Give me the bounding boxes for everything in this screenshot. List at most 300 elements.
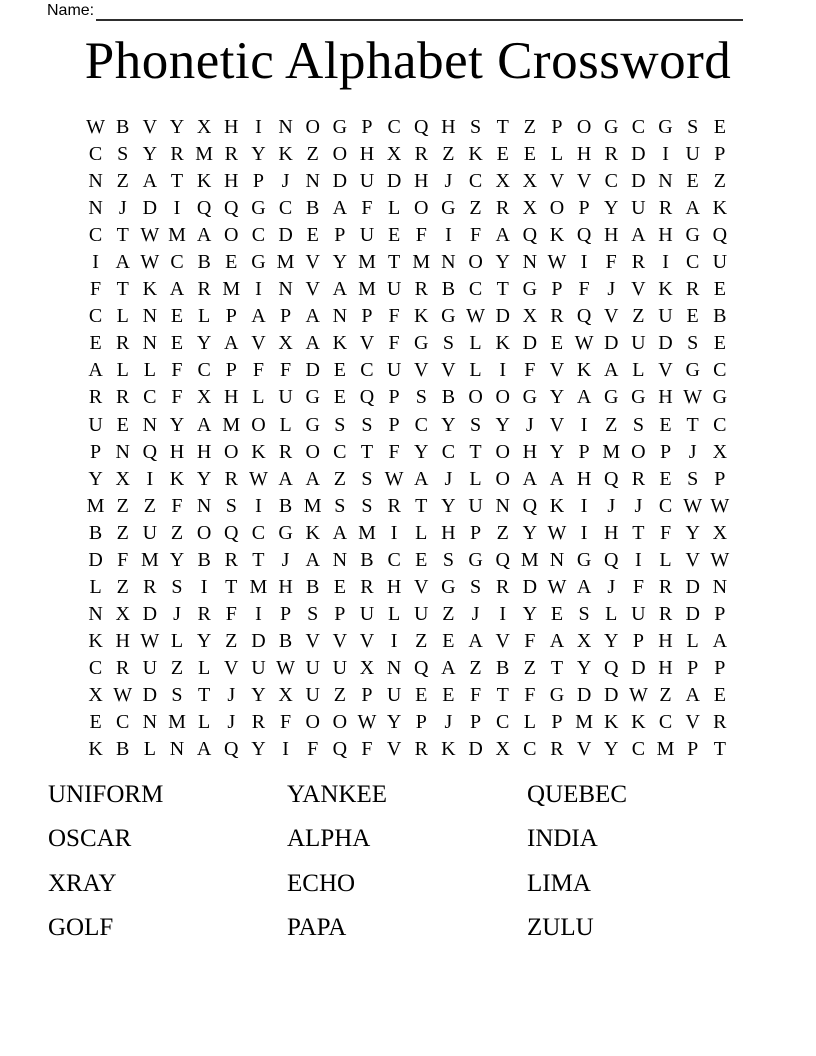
grid-cell: S [334,413,346,436]
grid-cell: Y [169,548,185,571]
grid-cell: T [469,440,482,463]
grid-cell: P [225,305,237,328]
grid-cell: Q [604,467,619,490]
word-list-column-1 [48,779,163,957]
grid-cell: C [387,116,401,139]
grid-cell: K [142,278,158,301]
grid-cell: M [575,711,593,734]
grid-cell: H [658,386,673,409]
grid-cell: S [361,413,373,436]
grid-cell: L [415,521,428,544]
grid-cell: K [332,332,348,355]
grid-cell: N [88,602,103,625]
grid-cell: A [495,224,510,247]
grid-cell: T [415,494,428,517]
grid-cell: X [196,116,212,139]
grid-cell: W [113,684,133,706]
grid-cell: P [279,305,292,328]
grid-cell: P [361,684,373,706]
grid-cell: B [88,521,103,544]
grid-cell: Z [306,143,319,166]
grid-cell: V [305,629,320,652]
grid-cell: U [414,602,429,625]
grid-cell: F [388,440,400,463]
grid-cell: E [306,224,319,247]
grid-cell: F [388,332,400,355]
grid-cell: T [388,251,401,274]
grid-cell: J [688,440,697,463]
grid-cell: F [171,386,183,409]
grid-cell: V [658,359,673,382]
grid-cell: T [496,684,509,706]
grid-cell: R [658,575,673,598]
grid-cell: P [469,711,482,734]
grid-cell: E [523,143,536,166]
grid-cell: J [281,548,290,571]
grid-cell: C [468,170,483,193]
grid-cell: N [278,116,293,139]
grid-cell: K [604,711,619,734]
grid-cell: S [632,413,644,436]
grid-cell: K [712,197,728,220]
grid-cell: P [388,386,400,409]
grid-cell: C [333,440,347,463]
grid-cell: V [549,170,565,193]
grid-cell: Z [225,629,238,652]
grid-cell: S [225,494,237,517]
grid-cell: G [251,197,266,220]
grid-cell: C [170,251,184,274]
grid-cell: P [469,521,482,544]
grid-cell: W [683,494,703,517]
grid-cell: A [414,467,429,490]
grid-cell: J [607,278,616,301]
grid-cell: L [198,305,211,328]
word-list-column-3 [527,779,627,957]
word-list-item: LIMA [527,869,591,897]
grid-cell: H [604,224,619,247]
grid-cell: H [576,467,592,490]
grid-cell: R [631,467,646,490]
grid-cell: F [388,305,400,328]
grid-cell: U [88,413,103,436]
grid-cell: R [496,197,510,220]
grid-cell: D [142,197,158,220]
grid-cell: A [305,332,320,355]
grid-cell: Y [604,629,619,652]
grid-cell: H [658,656,673,679]
grid-cell: X [359,656,375,679]
grid-cell: C [251,224,266,247]
grid-cell: C [143,386,157,409]
grid-cell: L [632,359,645,382]
grid-cell: D [468,738,483,761]
grid-cell: J [173,602,181,625]
word-search-grid [82,114,733,763]
grid-cell: X [522,197,538,220]
grid-cell: X [196,386,212,409]
grid-cell: G [604,116,619,139]
grid-cell: Y [576,656,592,679]
grid-cell: R [88,386,103,409]
grid-cell: K [631,711,646,734]
grid-cell: P [687,738,699,761]
grid-cell: D [495,305,510,328]
grid-cell: K [495,332,510,355]
grid-cell: O [224,440,239,463]
grid-cell: I [255,494,262,517]
grid-cell: A [576,575,592,598]
grid-cell: O [576,116,592,139]
grid-cell: S [442,548,454,571]
grid-cell: F [524,359,536,382]
grid-cell: P [252,170,264,193]
grid-cell: X [712,440,728,463]
grid-cell: L [143,738,156,761]
grid-cell: S [361,494,373,517]
grid-cell: S [171,684,183,706]
grid-cell: R [631,251,646,274]
grid-cell: D [685,602,700,625]
grid-cell: S [687,116,699,139]
grid-cell: Y [495,413,510,436]
grid-cell: A [196,738,212,761]
grid-cell: M [602,440,621,463]
grid-cell: D [278,224,293,247]
grid-cell: T [496,278,509,301]
grid-cell: N [142,413,158,436]
grid-cell: C [441,440,456,463]
grid-cell: P [225,359,237,382]
grid-cell: U [386,359,402,382]
grid-cell: Y [196,332,212,355]
grid-cell: D [522,575,538,598]
grid-cell: V [251,332,266,355]
grid-cell: S [361,467,373,490]
grid-cell: T [252,548,265,571]
grid-cell: W [248,467,268,490]
grid-cell: F [605,251,617,274]
grid-cell: A [685,197,700,220]
grid-cell: D [604,332,619,355]
grid-cell: P [415,711,427,734]
grid-cell: R [414,278,428,301]
grid-cell: P [361,305,373,328]
grid-cell: L [143,359,156,382]
grid-cell: P [551,711,563,734]
word-list-column-2 [287,779,387,957]
grid-cell: E [89,711,102,734]
grid-cell: E [415,548,428,571]
grid-cell: B [278,629,293,652]
grid-cell: C [631,116,646,139]
grid-cell: M [222,278,241,301]
grid-cell: D [251,629,266,652]
grid-cell: L [198,656,211,679]
grid-cell: R [414,738,428,761]
grid-cell: D [88,548,103,571]
grid-cell: E [442,629,455,652]
grid-cell: A [196,224,212,247]
grid-cell: L [469,359,482,382]
grid-cell: N [332,305,348,328]
grid-cell: L [116,359,129,382]
grid-cell: C [658,711,673,734]
grid-cell: V [305,251,320,274]
grid-cell: L [469,332,482,355]
grid-cell: H [522,440,538,463]
grid-cell: Y [251,684,266,706]
grid-cell: P [334,602,346,625]
grid-cell: C [88,224,103,247]
grid-cell: K [305,521,320,544]
grid-cell: E [415,684,428,706]
grid-cell: G [278,521,293,544]
grid-cell: P [334,224,346,247]
grid-cell: F [632,575,644,598]
grid-cell: R [116,656,130,679]
grid-cell: E [225,251,238,274]
grid-cell: J [118,197,127,220]
grid-cell: B [713,305,727,328]
grid-cell: X [115,467,130,490]
grid-cell: S [469,575,482,598]
grid-cell: W [86,116,106,139]
grid-cell: J [525,413,534,436]
grid-cell: Y [386,711,402,734]
grid-cell: A [251,305,266,328]
grid-cell: G [441,575,456,598]
grid-cell: D [576,684,592,706]
word-list-item: UNIFORM [48,781,164,808]
grid-cell: O [332,143,348,166]
grid-cell: M [358,521,376,544]
grid-cell: G [522,278,538,301]
grid-cell: V [685,548,700,571]
grid-cell: A [468,629,483,652]
grid-cell: X [712,521,728,544]
grid-cell: Y [441,413,456,436]
grid-cell: E [713,684,726,706]
grid-cell: Y [441,494,456,517]
grid-cell: I [173,197,181,220]
grid-cell: V [495,629,510,652]
grid-cell: G [305,386,320,409]
grid-cell: N [142,305,158,328]
grid-cell: L [388,602,401,625]
grid-cell: Z [170,521,184,544]
grid-cell: W [710,548,730,571]
grid-cell: W [574,332,594,355]
grid-cell: T [170,170,184,193]
grid-cell: I [445,224,452,247]
grid-cell: R [550,738,564,761]
grid-cell: U [631,602,646,625]
grid-cell: R [116,332,130,355]
grid-cell: L [170,629,184,652]
grid-cell: V [414,575,429,598]
grid-cell: C [713,359,727,382]
grid-cell: I [580,251,588,274]
word-list-item: ECHO [287,869,356,897]
grid-cell: U [359,602,375,625]
grid-cell: Q [414,656,429,679]
grid-cell: U [251,656,266,679]
grid-cell: N [88,170,103,193]
grid-cell: P [361,116,373,139]
grid-cell: N [142,332,158,355]
grid-cell: H [196,440,212,463]
grid-cell: I [390,521,398,544]
grid-cell: R [360,575,374,598]
grid-cell: K [88,738,103,761]
grid-cell: F [279,711,292,734]
grid-cell: T [116,278,129,301]
grid-cell: D [604,684,619,706]
grid-cell: Q [196,197,212,220]
grid-cell: E [333,359,346,382]
grid-cell: M [358,251,376,274]
grid-cell: W [683,386,703,409]
grid-cell: R [387,494,401,517]
grid-cell: R [604,143,618,166]
grid-cell: K [88,629,103,652]
grid-cell: H [604,521,619,544]
grid-cell: W [276,656,295,679]
grid-cell: M [303,494,322,517]
grid-cell: H [359,143,375,166]
grid-cell: F [361,738,373,761]
grid-cell: M [249,575,268,598]
grid-cell: A [305,548,320,571]
grid-cell: W [140,629,160,652]
grid-cell: L [550,143,564,166]
grid-cell: A [631,224,646,247]
grid-cell: W [628,684,648,706]
grid-cell: K [658,278,673,301]
grid-cell: P [551,116,563,139]
grid-cell: U [305,684,320,706]
grid-cell: C [88,656,103,679]
grid-cell: Z [605,413,618,436]
grid-cell: O [495,386,510,409]
grid-cell: O [414,197,429,220]
grid-cell: O [468,251,483,274]
grid-cell: S [469,116,482,139]
grid-cell: F [307,738,319,761]
grid-cell: U [386,278,402,301]
grid-cell: F [524,629,536,652]
grid-cell: J [444,467,453,490]
grid-cell: W [466,305,485,328]
grid-cell: U [386,684,402,706]
grid-cell: J [471,602,480,625]
grid-cell: U [359,170,375,193]
grid-cell: D [522,332,538,355]
grid-cell: R [685,278,700,301]
grid-cell: M [358,278,376,301]
grid-cell: D [332,170,348,193]
grid-cell: U [332,656,348,679]
grid-cell: C [604,170,618,193]
grid-cell: S [171,575,183,598]
grid-cell: Z [713,170,726,193]
grid-cell: I [255,602,262,625]
grid-cell: J [634,494,643,517]
grid-cell: R [658,602,673,625]
grid-cell: I [662,143,669,166]
grid-cell: A [142,170,158,193]
grid-cell: Z [333,684,346,706]
grid-cell: O [495,440,510,463]
grid-cell: N [332,548,348,571]
grid-cell: E [713,116,726,139]
grid-cell: I [146,467,154,490]
grid-cell: K [414,305,429,328]
grid-cell: L [523,711,536,734]
grid-cell: N [386,656,402,679]
grid-cell: Z [442,602,455,625]
grid-cell: R [278,440,293,463]
grid-cell: J [227,684,236,706]
grid-cell: C [468,278,483,301]
grid-cell: R [116,386,130,409]
word-list-item: YANKEE [287,781,387,808]
grid-cell: R [224,467,238,490]
grid-cell: S [687,332,699,355]
grid-cell: C [387,548,401,571]
grid-cell: B [197,251,211,274]
grid-cell: Q [576,305,592,328]
grid-cell: U [685,143,700,166]
grid-cell: Y [549,386,565,409]
grid-cell: A [305,305,320,328]
grid-cell: Y [169,413,185,436]
grid-cell: C [713,413,727,436]
grid-cell: I [282,738,289,761]
grid-cell: N [549,548,565,571]
grid-cell: Q [224,197,239,220]
grid-cell: G [251,251,266,274]
grid-cell: H [224,116,239,139]
grid-cell: O [468,386,483,409]
grid-cell: U [142,656,158,679]
grid-cell: H [441,116,456,139]
word-list-item: GOLF [48,914,114,942]
grid-cell: Z [469,197,482,220]
grid-cell: G [305,413,320,436]
grid-cell: H [414,170,429,193]
grid-cell: C [197,359,211,382]
grid-cell: B [360,548,374,571]
grid-cell: I [580,494,588,517]
grid-cell: E [333,575,346,598]
grid-cell: F [171,494,183,517]
grid-cell: I [580,413,588,436]
grid-cell: Q [224,738,239,761]
grid-cell: C [658,494,673,517]
grid-cell: Z [659,684,672,706]
grid-cell: U [359,224,375,247]
grid-cell: A [332,521,348,544]
grid-cell: K [278,143,293,166]
grid-cell: R [251,711,266,734]
grid-cell: I [255,278,262,301]
grid-cell: C [360,359,374,382]
grid-cell: F [117,548,129,571]
grid-cell: S [442,332,454,355]
grid-cell: L [89,575,102,598]
